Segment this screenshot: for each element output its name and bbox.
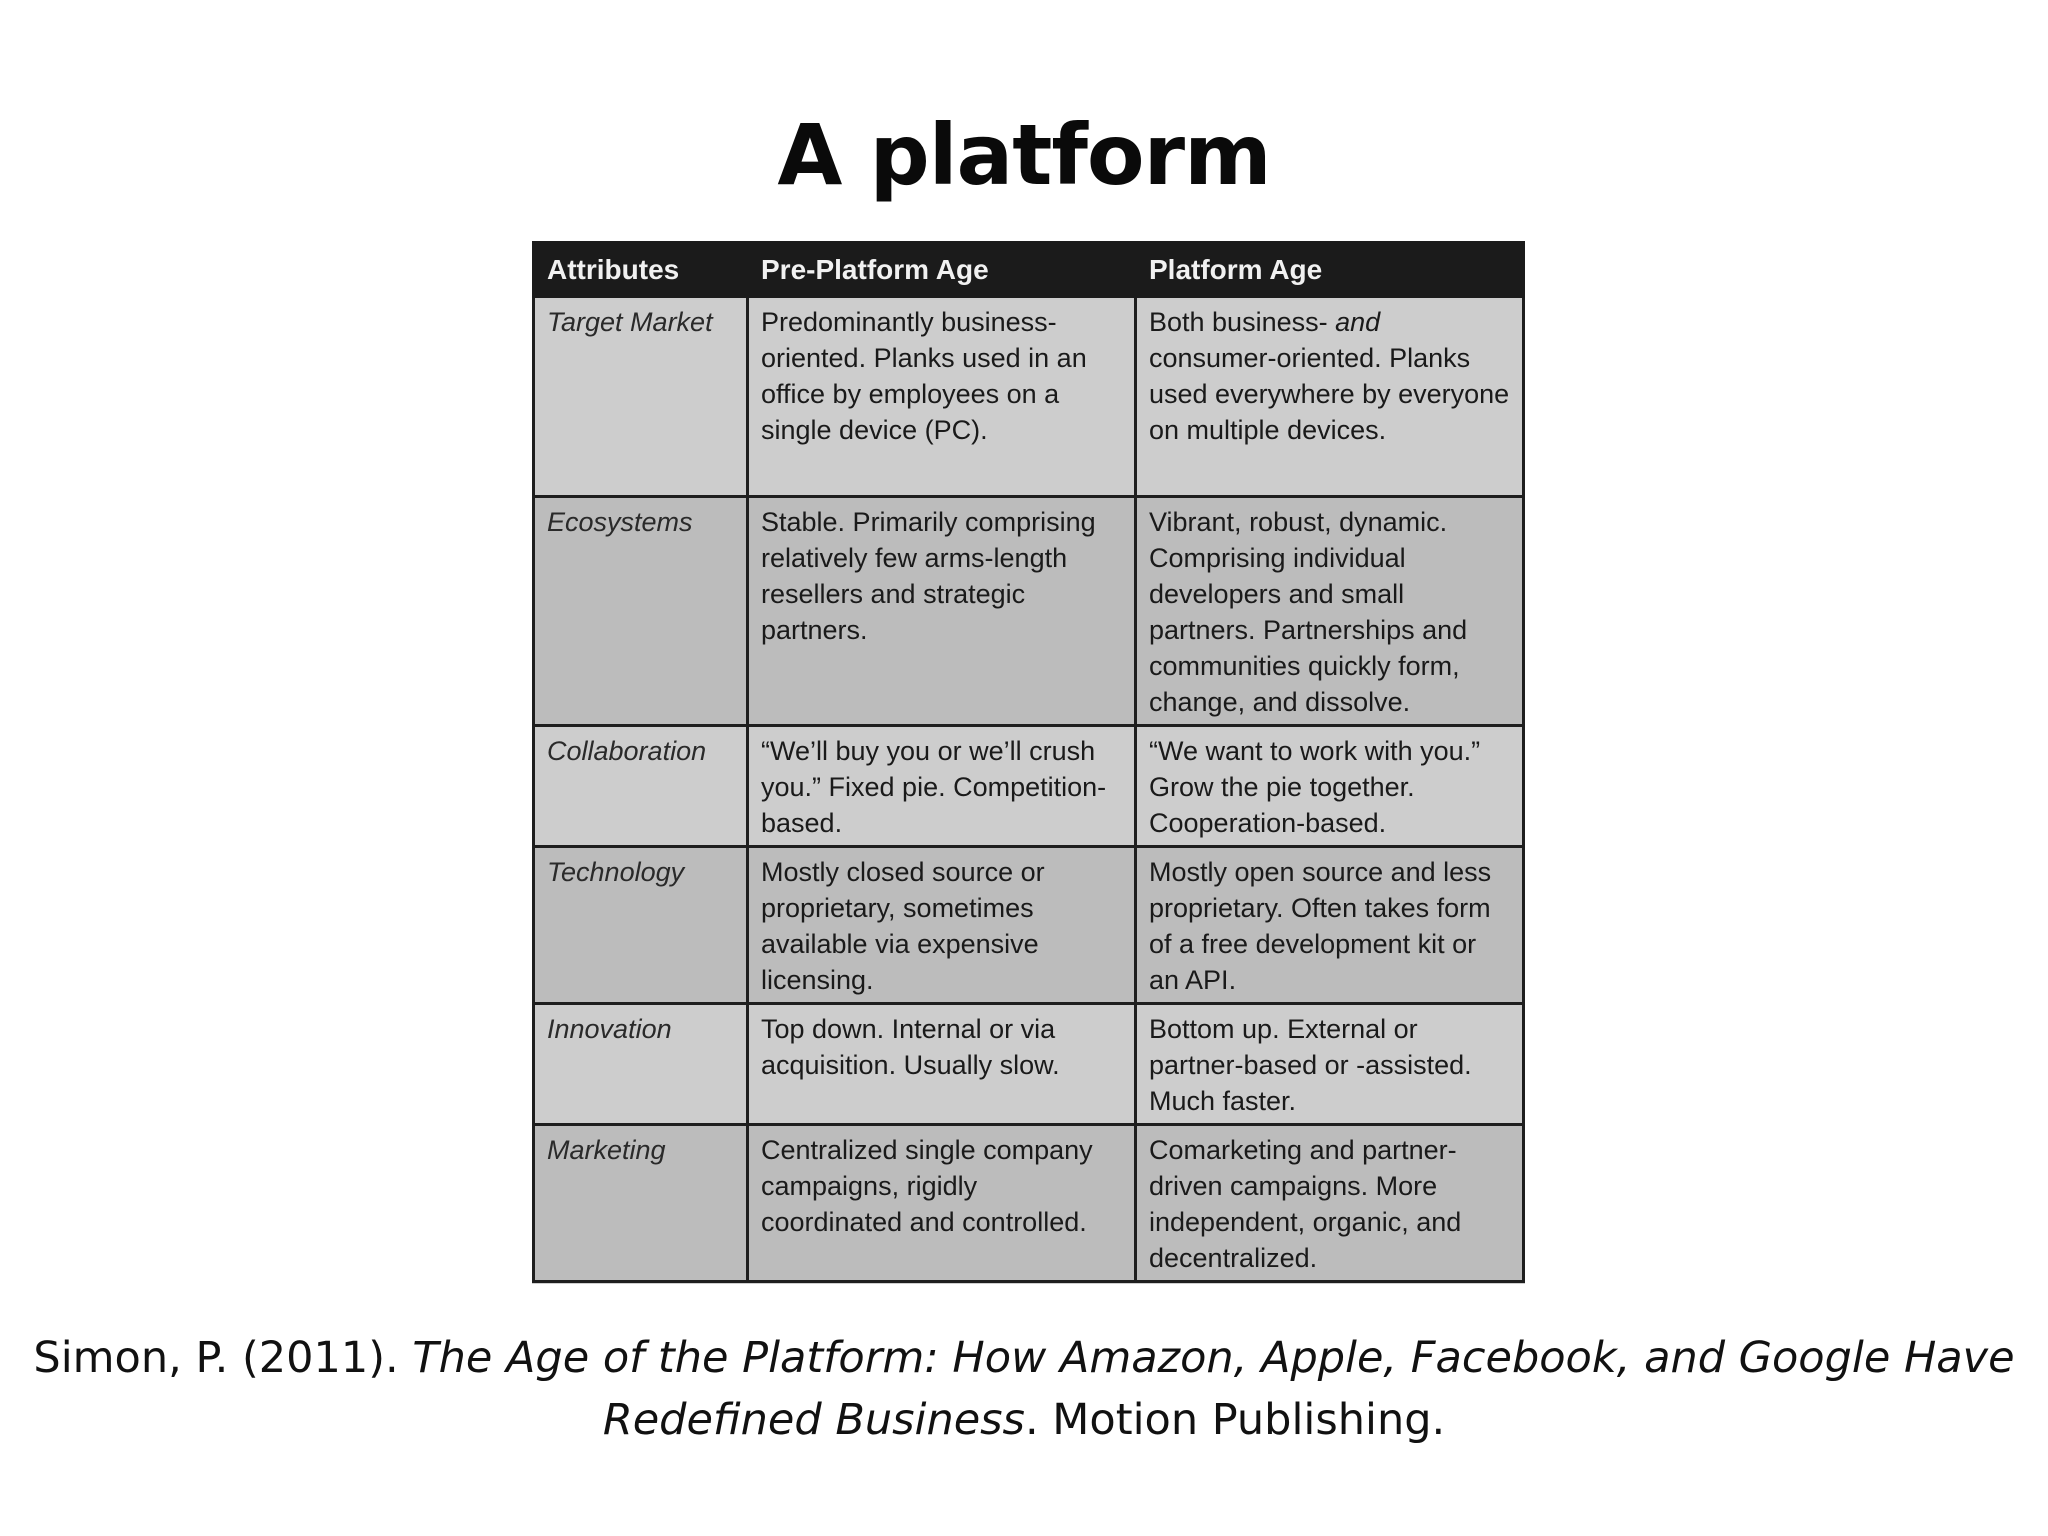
table-row bbox=[534, 297, 1524, 497]
comparison-table bbox=[532, 241, 1525, 1283]
row-pre-target-market: Predominantly business-oriented. Planks used in an office by employees on a single device (PC). bbox=[748, 297, 1136, 497]
citation-lead: Simon, P. (2011). bbox=[33, 1333, 413, 1383]
row-pre-marketing: Centralized single company campaigns, rigidly coordinated and controlled. bbox=[748, 1125, 1136, 1282]
row-pre-technology: Mostly closed source or proprietary, sometimes available via expensive licensing. bbox=[748, 847, 1136, 1004]
row-attribute-collaboration: Collaboration bbox=[534, 726, 748, 847]
table-header-row bbox=[534, 243, 1524, 297]
row-attribute-target-market: Target Market bbox=[534, 297, 748, 497]
slide-title: A platform bbox=[777, 106, 1271, 204]
citation-tail: . Motion Publishing. bbox=[1024, 1395, 1446, 1445]
row-attribute-innovation: Innovation bbox=[534, 1004, 748, 1125]
platform-text-emphasis: and bbox=[1327, 307, 1381, 337]
citation bbox=[0, 1327, 2048, 1451]
table-row bbox=[534, 847, 1524, 1004]
table-row bbox=[534, 726, 1524, 847]
header-pre-platform-age: Pre-Platform Age bbox=[748, 243, 1136, 297]
row-attribute-marketing: Marketing bbox=[534, 1125, 748, 1282]
row-attribute-ecosystems: Ecosystems bbox=[534, 497, 748, 726]
table-row bbox=[534, 1125, 1524, 1282]
platform-text-part: consumer-oriented. Planks used everywhere by everyone on multiple devices. bbox=[1149, 343, 1510, 445]
comparison-table-frame bbox=[532, 241, 1525, 1284]
row-platform-target-market bbox=[1136, 297, 1524, 497]
table-row bbox=[534, 497, 1524, 726]
table-row bbox=[534, 1004, 1524, 1125]
header-platform-age: Platform Age bbox=[1136, 243, 1524, 297]
header-attributes: Attributes bbox=[534, 243, 748, 297]
row-platform-marketing: Comarketing and partner-driven campaigns. More independent, organic, and decentralized. bbox=[1136, 1125, 1524, 1282]
row-platform-collaboration: “We want to work with you.” Grow the pie together. Cooperation-based. bbox=[1136, 726, 1524, 847]
platform-text-part: Both business- bbox=[1149, 307, 1328, 337]
row-attribute-technology: Technology bbox=[534, 847, 748, 1004]
row-pre-innovation: Top down. Internal or via acquisition. Usually slow. bbox=[748, 1004, 1136, 1125]
row-pre-collaboration: “We’ll buy you or we’ll crush you.” Fixed pie. Competition-based. bbox=[748, 726, 1136, 847]
citation-book-title: The Age of the Platform: How Amazon, Apple, Facebook, and Google Have Redefined Business bbox=[412, 1333, 2015, 1445]
row-platform-technology: Mostly open source and less proprietary. Often takes form of a free development kit or an API. bbox=[1136, 847, 1524, 1004]
row-pre-ecosystems: Stable. Primarily comprising relatively few arms-length resellers and strategic partners. bbox=[748, 497, 1136, 726]
row-platform-ecosystems: Vibrant, robust, dynamic. Comprising individual developers and small partners. Partnerships and communities quickly form, change, and dissolve. bbox=[1136, 497, 1524, 726]
row-platform-innovation: Bottom up. External or partner-based or -assisted. Much faster. bbox=[1136, 1004, 1524, 1125]
